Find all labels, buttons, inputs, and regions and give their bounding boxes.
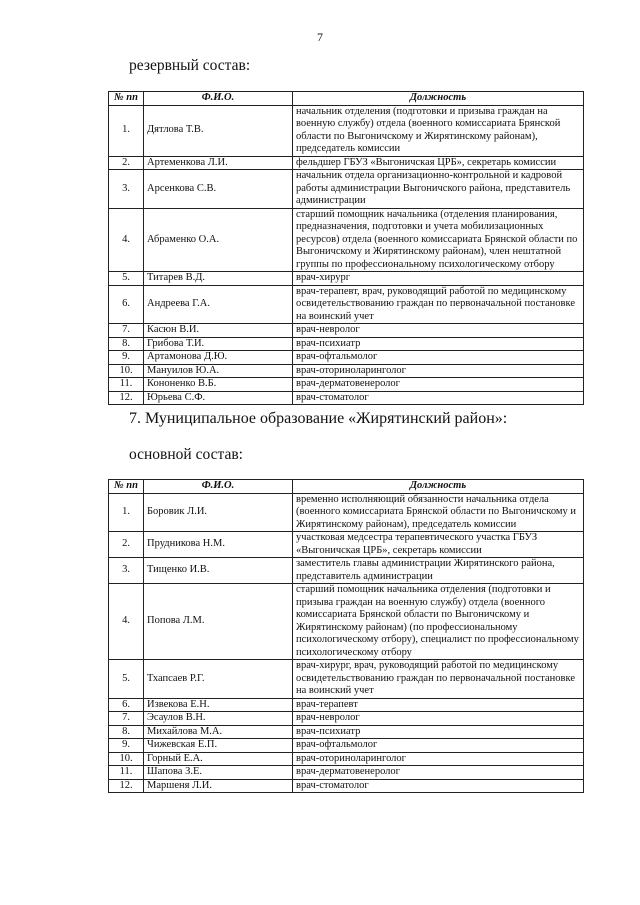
reserve-heading: резервный состав: bbox=[129, 57, 251, 74]
column-header-position: Должность bbox=[293, 480, 584, 494]
table-row bbox=[109, 766, 584, 780]
row-number: 6. bbox=[109, 285, 144, 324]
row-number: 5. bbox=[109, 272, 144, 286]
row-position: врач-стоматолог bbox=[293, 779, 584, 793]
row-position: врач-офтальмолог bbox=[293, 351, 584, 365]
main-table-body bbox=[109, 493, 584, 793]
row-position: врач-стоматолог bbox=[293, 391, 584, 405]
row-number: 1. bbox=[109, 105, 144, 156]
table-row bbox=[109, 324, 584, 338]
row-fio: Шапова З.Е. bbox=[144, 766, 293, 780]
table-row bbox=[109, 285, 584, 324]
table-row bbox=[109, 351, 584, 365]
table-row bbox=[109, 272, 584, 286]
row-position: врач-хирург bbox=[293, 272, 584, 286]
reserve-table bbox=[108, 91, 584, 405]
column-header-number: № пп bbox=[109, 92, 144, 106]
row-position: временно исполняющий обязанности начальника отдела (военного комиссариата Брянской области по Выгоничскому и Жирятинскому районам), председатель комиссии bbox=[293, 493, 584, 532]
row-position: врач-психиатр bbox=[293, 337, 584, 351]
table-row bbox=[109, 156, 584, 170]
row-position: врач-терапевт, врач, руководящий работой по медицинскому освидетельствованию граждан по первоначальной постановке на воинский учет bbox=[293, 285, 584, 324]
table-row bbox=[109, 493, 584, 532]
table-row bbox=[109, 532, 584, 558]
row-fio: Горный Е.А. bbox=[144, 752, 293, 766]
row-number: 8. bbox=[109, 725, 144, 739]
table-row bbox=[109, 378, 584, 392]
row-position: участковая медсестра терапевтического участка ГБУЗ «Выгоничская ЦРБ», секретарь комиссии bbox=[293, 532, 584, 558]
table-row bbox=[109, 584, 584, 660]
row-number: 2. bbox=[109, 532, 144, 558]
table-row bbox=[109, 698, 584, 712]
table-row bbox=[109, 752, 584, 766]
row-position: врач-хирург, врач, руководящий работой по медицинскому освидетельствованию граждан по первоначальной постановке на воинский учет bbox=[293, 660, 584, 699]
row-fio: Мануилов Ю.А. bbox=[144, 364, 293, 378]
row-number: 9. bbox=[109, 739, 144, 753]
row-fio: Эсаулов В.Н. bbox=[144, 712, 293, 726]
row-number: 4. bbox=[109, 208, 144, 272]
column-header-fio: Ф.И.О. bbox=[144, 480, 293, 494]
row-position: врач-психиатр bbox=[293, 725, 584, 739]
table-row bbox=[109, 739, 584, 753]
row-position: врач-невролог bbox=[293, 324, 584, 338]
row-number: 10. bbox=[109, 364, 144, 378]
row-number: 10. bbox=[109, 752, 144, 766]
row-position: врач-невролог bbox=[293, 712, 584, 726]
row-number: 7. bbox=[109, 324, 144, 338]
table-header-row bbox=[109, 480, 584, 494]
row-position: врач-оториноларинголог bbox=[293, 364, 584, 378]
row-number: 4. bbox=[109, 584, 144, 660]
row-number: 11. bbox=[109, 766, 144, 780]
table-row bbox=[109, 779, 584, 793]
row-fio: Извекова Е.Н. bbox=[144, 698, 293, 712]
table-row bbox=[109, 170, 584, 209]
row-fio: Юрьева С.Ф. bbox=[144, 391, 293, 405]
row-fio: Попова Л.М. bbox=[144, 584, 293, 660]
reserve-table-body bbox=[109, 105, 584, 405]
row-number: 3. bbox=[109, 170, 144, 209]
row-fio: Грибова Т.И. bbox=[144, 337, 293, 351]
row-fio: Чижевская Е.П. bbox=[144, 739, 293, 753]
table-header-row bbox=[109, 92, 584, 106]
table-row bbox=[109, 660, 584, 699]
page-number: 7 bbox=[317, 30, 323, 44]
row-position: заместитель главы администрации Жирятинского района, представитель администрации bbox=[293, 558, 584, 584]
row-number: 12. bbox=[109, 391, 144, 405]
row-number: 12. bbox=[109, 779, 144, 793]
main-heading: основной состав: bbox=[129, 446, 243, 463]
row-fio: Маршеня Л.И. bbox=[144, 779, 293, 793]
row-fio: Артамонова Д.Ю. bbox=[144, 351, 293, 365]
row-number: 9. bbox=[109, 351, 144, 365]
row-number: 1. bbox=[109, 493, 144, 532]
row-fio: Тхапсаев Р.Г. bbox=[144, 660, 293, 699]
column-header-fio: Ф.И.О. bbox=[144, 92, 293, 106]
row-position: врач-офтальмолог bbox=[293, 739, 584, 753]
row-fio: Кононенко В.Б. bbox=[144, 378, 293, 392]
row-position: врач-дерматовенеролог bbox=[293, 378, 584, 392]
row-position: врач-оториноларинголог bbox=[293, 752, 584, 766]
row-position: начальник отдела организационно-контрольной и кадровой работы администрации Выгоничского района, представитель администрации bbox=[293, 170, 584, 209]
row-position: старший помощник начальника (отделения планирования, предназначения, подготовки и учета мобилизационных ресурсов) отдела (военного комиссариата Брянской области по Выгоничскому и Жирятинскому районам), член нештатной группы по профессиональному психологическому отбору bbox=[293, 208, 584, 272]
row-fio: Михайлова М.А. bbox=[144, 725, 293, 739]
column-header-position: Должность bbox=[293, 92, 584, 106]
row-position: врач-терапевт bbox=[293, 698, 584, 712]
table-row bbox=[109, 337, 584, 351]
row-number: 3. bbox=[109, 558, 144, 584]
table-row bbox=[109, 558, 584, 584]
row-number: 7. bbox=[109, 712, 144, 726]
row-number: 8. bbox=[109, 337, 144, 351]
row-fio: Касюн В.И. bbox=[144, 324, 293, 338]
row-number: 6. bbox=[109, 698, 144, 712]
row-position: врач-дерматовенеролог bbox=[293, 766, 584, 780]
row-position: фельдшер ГБУЗ «Выгоничская ЦРБ», секретарь комиссии bbox=[293, 156, 584, 170]
row-fio: Арсенкова С.В. bbox=[144, 170, 293, 209]
row-fio: Артеменкова Л.И. bbox=[144, 156, 293, 170]
row-fio: Дятлова Т.В. bbox=[144, 105, 293, 156]
main-table bbox=[108, 479, 584, 793]
municipality-title: 7. Муниципальное образование «Жирятинский район»: bbox=[129, 410, 508, 427]
row-fio: Тищенко И.В. bbox=[144, 558, 293, 584]
table-row bbox=[109, 725, 584, 739]
table-row bbox=[109, 391, 584, 405]
table-row bbox=[109, 208, 584, 272]
row-fio: Абраменко О.А. bbox=[144, 208, 293, 272]
row-number: 2. bbox=[109, 156, 144, 170]
table-row bbox=[109, 105, 584, 156]
row-fio: Андреева Г.А. bbox=[144, 285, 293, 324]
row-position: старший помощник начальника отделения (подготовки и призыва граждан на военную службу) отдела (военного комиссариата Брянской области по Выгоничскому и Жирятинскому районам) (по профессиональному психологическому отбору), специалист по профессиональному психологическому отбору bbox=[293, 584, 584, 660]
row-fio: Боровик Л.И. bbox=[144, 493, 293, 532]
row-number: 5. bbox=[109, 660, 144, 699]
column-header-number: № пп bbox=[109, 480, 144, 494]
row-fio: Прудникова Н.М. bbox=[144, 532, 293, 558]
row-fio: Титарев В.Д. bbox=[144, 272, 293, 286]
table-row bbox=[109, 364, 584, 378]
row-number: 11. bbox=[109, 378, 144, 392]
table-row bbox=[109, 712, 584, 726]
row-position: начальник отделения (подготовки и призыва граждан на военную службу) отдела (военного комиссариата Брянской области по Выгоничскому и Жирятинскому районам), председатель комиссии bbox=[293, 105, 584, 156]
